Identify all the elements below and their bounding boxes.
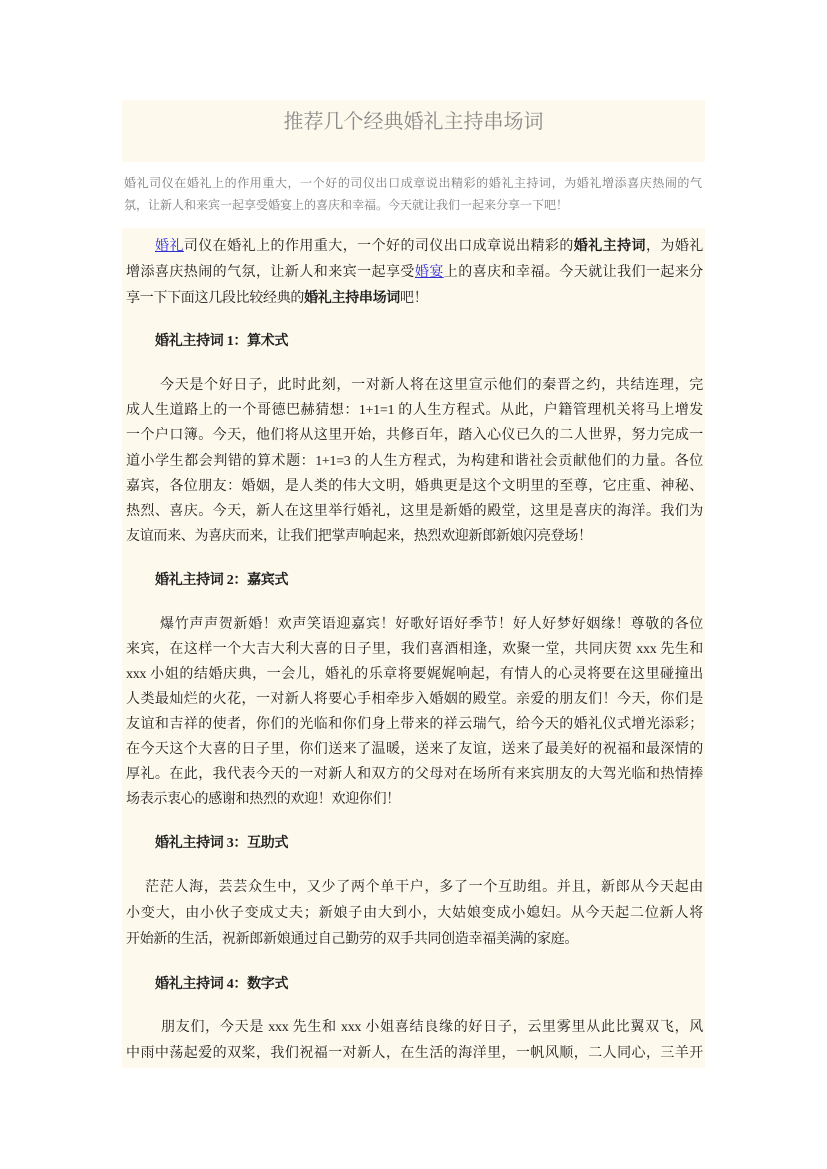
intro-text: 上的喜庆和幸福。今天就让我们一起来分 [443,265,703,280]
summary-line: 婚礼司仪在婚礼上的作用重大，一个好的司仪出口成章说出精彩的婚礼主持词，为婚礼增添喜庆热闹的气 [124,176,702,190]
title-box [122,100,705,162]
section-2-line: 人类最灿烂的火花，一对新人将要心手相牵步入婚姻的殿堂。亲爱的朋友们！今天，你们是 [126,692,703,707]
section-4-line: 中雨中荡起爱的双桨，我们祝福一对新人，在生活的海洋里，一帆风顺，二人同心，三羊开 [126,1046,703,1061]
section-2-line: 厚礼。在此，我代表今天的一对新人和双方的父母对在场所有来宾朋友的大驾光临和热情捧 [126,767,703,782]
section-1-line: 成人生道路上的一个哥德巴赫猜想：1+1=1 的人生方程式。从此，户籍管理机关将马上增发 [126,403,703,419]
section-3-paragraph [126,875,703,953]
section-2-line: 场表示衷心的感谢和热烈的欢迎！欢迎你们！ [126,792,400,807]
section-1-heading: 婚礼主持词 1：算术式 [155,334,289,349]
intro-text: 吧！ [400,291,428,306]
section-2-line: 爆竹声声贺新婚！欢声笑语迎嘉宾！好歌好语好季节！好人好梦好姻缘！尊敬的各位 [160,617,703,632]
summary [124,172,702,216]
section-1-line: 友谊而来、为喜庆而来，让我们把掌声响起来，热烈欢迎新郎新娘闪亮登场！ [126,529,592,545]
section-1-line: 一个户口簿。今天，他们将从这里开始，共修百年，踏入心仪已久的二人世界，努力完成一 [126,428,703,444]
section-2-line: xxx 小姐的结婚庆典，一会儿，婚礼的乐章将要娓娓响起，有情人的心灵将要在这里碰撞出 [126,667,703,682]
section-3-line: 开始新的生活，祝新郎新娘通过自己勤劳的双手共同创造幸福美满的家庭。 [126,932,579,947]
section-4-paragraph [126,1015,703,1067]
section-4-line: 朋友们，今天是 xxx 先生和 xxx 小姐喜结良缘的好日子，云里雾里从此比翼双飞，风 [161,1020,703,1035]
intro-text: 司仪在婚礼上的作用重大，一个好的司仪出口成章说出精彩的 [183,239,574,254]
intro-bold-keyword: 婚礼主持词 [573,239,646,254]
summary-line: 氛，让新人和来宾一起享受婚宴上的喜庆和幸福。今天就让我们一起来分享一下吧！ [124,198,569,212]
section-1-line: 热烈、喜庆。今天，新人在这里举行婚礼，这里是新婚的殿堂，这里是喜庆的海洋。我们为 [126,504,703,520]
section-1-line: 今天是个好日子，此时此刻，一对新人将在这里宣示他们的秦晋之约，共结连理，完 [160,378,703,393]
section-3-heading: 婚礼主持词 3：互助式 [155,836,289,851]
intro-text: 享一下下面这几段比较经典的 [126,291,305,306]
section-4-heading: 婚礼主持词 4：数字式 [155,977,289,992]
intro-paragraph [126,234,703,312]
intro-text: 增添喜庆热闹的气氛，让新人和来宾一起享受 [126,265,415,280]
section-2-line: 在今天这个大喜的日子里，你们送来了温暖，送来了友谊，送来了最美好的祝福和最深情的 [126,742,703,757]
link-banquet[interactable]: 婚宴 [414,265,444,280]
section-2-line: 来宾，在这样一个大吉大利大喜的日子里，我们喜酒相逢，欢聚一堂，共同庆贺 xxx 先生和 [126,642,703,657]
section-2-line: 友谊和吉祥的使者，你们的光临和你们身上带来的祥云瑞气，给今天的婚礼仪式增光添彩； [126,717,703,732]
link-wedding[interactable]: 婚礼 [155,239,184,254]
intro-bold-keyword: 婚礼主持串场词 [304,291,401,306]
page-title: 推荐几个经典婚礼主持串场词 [283,111,544,133]
section-2-paragraph [126,612,703,812]
intro-line [126,260,703,286]
section-2-heading: 婚礼主持词 2：嘉宾式 [155,573,289,588]
section-1-line: 嘉宾，各位朋友：婚姻，是人类的伟大文明，婚典更是这个文明里的至尊，它庄重、神秘、 [126,478,703,494]
section-3-line: 小变大，由小伙子变成丈夫；新娘子由大到小，大姑娘变成小媳妇。从今天起二位新人将 [126,906,703,921]
section-3-line: 茫茫人海，芸芸众生中，又少了两个单干户，多了一个互助组。并且，新郎从今天起由 [145,880,703,895]
intro-line [126,234,703,260]
intro-text: ，为婚礼 [645,239,703,254]
intro-line [126,286,703,312]
section-1-line: 道小学生都会判错的算术题：1+1=3 的人生方程式，为构建和谐社会贡献他们的力量。各位 [126,453,703,469]
section-1-paragraph [126,373,703,549]
